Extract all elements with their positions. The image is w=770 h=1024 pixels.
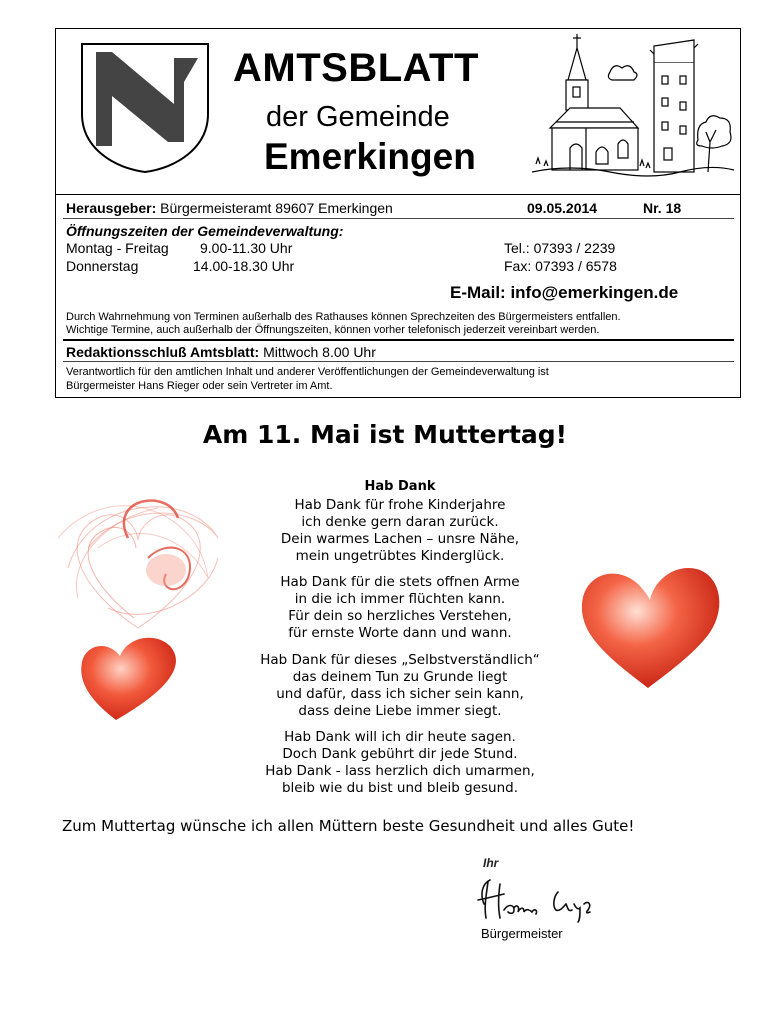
poem-title: Hab Dank — [364, 479, 436, 494]
poem-line: Hab Dank will ich dir heute sagen. — [284, 729, 516, 745]
swirl-heart-icon — [48, 478, 230, 648]
phone-number: Tel.: 07393 / 2239 — [504, 240, 616, 256]
poem-line: das deinem Tun zu Grunde liegt — [292, 669, 508, 685]
responsibility-line-2: Bürgermeister Hans Rieger oder sein Vertreter im Amt. — [66, 380, 333, 392]
poem-line: dass deine Liebe immer siegt. — [298, 703, 502, 719]
office-hours-time-2: 14.00-18.30 Uhr — [193, 258, 295, 274]
responsibility-line-1: Verantwortlich für den amtlichen Inhalt und anderer Veröffentlichungen der Gemeindeverwaltung ist — [66, 366, 549, 378]
publisher-line — [66, 200, 393, 216]
poem-line: bleib wie du bist und bleib gesund. — [281, 780, 519, 796]
heart-icon — [76, 630, 184, 724]
poem-stanza-3 — [220, 652, 580, 720]
masthead-title: AMTSBLATT — [233, 46, 479, 90]
poem-line: mein ungetrübtes Kinderglück. — [295, 548, 505, 564]
poem-line: Hab Dank für die stets offnen Arme — [280, 574, 520, 590]
church-illustration — [530, 32, 735, 184]
poem-stanza-4 — [220, 729, 580, 797]
publisher-divider — [63, 218, 734, 219]
signature-role: Bürgermeister — [481, 926, 563, 941]
deadline-line — [66, 344, 376, 360]
notice-line-2: Wichtige Termine, auch außerhalb der Öffnungszeiten, können vorher telefonisch jederzeit vereinbart werden. — [66, 324, 600, 336]
poem-line: für ernste Worte dann und wann. — [288, 625, 512, 641]
office-hours-days-1: Montag - Freitag — [66, 240, 169, 256]
poem-line: ich denke gern daran zurück. — [301, 514, 499, 530]
poem-stanza-2 — [220, 574, 580, 642]
masthead-subtitle: der Gemeinde — [266, 101, 450, 133]
issue-date: 09.05.2014 — [527, 200, 598, 216]
closing-line: Zum Muttertag wünsche ich allen Müttern beste Gesundheit und alles Gute! — [62, 817, 635, 835]
heart-icon-large — [576, 560, 724, 692]
office-hours-time-1: 9.00-11.30 Uhr — [200, 240, 293, 256]
handwritten-signature — [474, 874, 606, 924]
poem-stanza-1 — [220, 497, 580, 565]
deadline-value: Mittwoch 8.00 Uhr — [263, 344, 376, 360]
deadline-divider — [63, 361, 734, 362]
signature-salutation: Ihr — [483, 856, 499, 870]
publisher-value: Bürgermeisteramt 89607 Emerkingen — [160, 200, 393, 216]
article-headline: Am 11. Mai ist Muttertag! — [202, 420, 568, 449]
poem-line: Doch Dank gebührt dir jede Stund. — [282, 746, 518, 762]
poem-line: und dafür, dass ich sicher sein kann, — [276, 686, 524, 702]
issue-number: Nr. 18 — [643, 200, 682, 216]
poem-line: in die ich immer flüchten kann. — [294, 591, 506, 607]
coat-of-arms-icon — [76, 36, 214, 176]
poem-line: Hab Dank - lass herzlich dich umarmen, — [265, 763, 535, 779]
poem-line: Für dein so herzliches Verstehen, — [288, 608, 512, 624]
email-address[interactable]: E-Mail: info@emerkingen.de — [450, 283, 679, 302]
deadline-label: Redaktionsschluß Amtsblatt: — [66, 344, 260, 360]
notice-line-1: Durch Wahrnehmung von Terminen außerhalb des Rathauses können Sprechzeiten des Bürgermeisters entfallen. — [66, 311, 621, 323]
poem-line: Hab Dank für dieses „Selbstverständlich“ — [260, 652, 540, 668]
publisher-label: Herausgeber: — [66, 200, 157, 216]
poem-line: Dein warmes Lachen – unsre Nähe, — [280, 531, 520, 547]
poem-line: Hab Dank für frohe Kinderjahre — [294, 497, 506, 513]
notice-divider — [63, 339, 734, 341]
office-hours-days-2: Donnerstag — [66, 258, 139, 274]
office-hours-heading: Öffnungszeiten der Gemeindeverwaltung: — [66, 223, 344, 239]
masthead-municipality: Emerkingen — [264, 136, 476, 177]
fax-number: Fax: 07393 / 6578 — [504, 258, 617, 274]
masthead-divider — [55, 194, 741, 195]
